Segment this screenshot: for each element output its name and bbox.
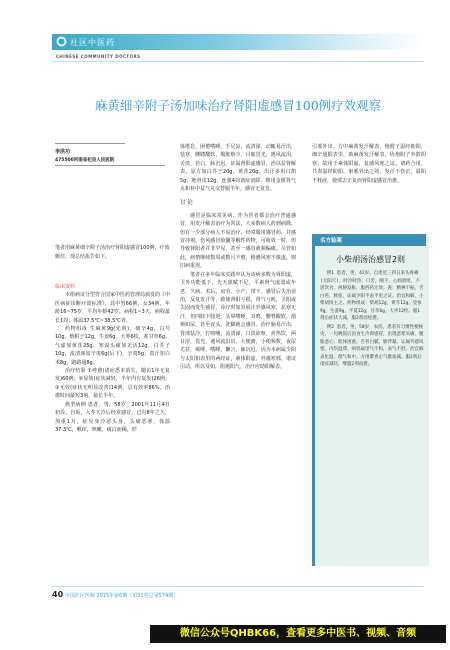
discussion-heading: 讨 论 bbox=[180, 200, 193, 207]
case-2: 例2 患者，男，58岁，农民。患者有习惯性便秘史，一旬晚饭后因食生冷即感冒，出现恶寒头痛，腹胀恶心，肢体困重。舌苔白腻，脉浮紧。证属外感风寒，内伤湿滞。病机属里气不和，表气不舒。治宜解表化湿，理气和中。方用藿香正气散加减。服2剂后诸症减轻，继服2剂而愈。 bbox=[320, 324, 424, 367]
header-divider bbox=[52, 61, 424, 62]
page-number: 40 bbox=[52, 590, 64, 599]
paragraph: 典型病例 患者，男，58岁，2001年11月4日初诊。自诉，入冬天冷后经常感冒，已有8年之久，加重1月。症见身冷恶头身，头痛恶寒，体温37.3℃，喉痒，咳嗽，痰白而稀，形 bbox=[55, 401, 170, 433]
paragraph: 治疗结果 ①痊愈(诸症悉本消失，随访1年无复发)60例；②显效(症状减轻，半年内有复发)26例；③无效(症状无明显改善)14例。总有效率86%。治愈时间最短3剂，最长半年。 bbox=[55, 368, 170, 400]
footer-divider bbox=[52, 586, 424, 587]
sidebar-body bbox=[320, 270, 424, 370]
column-2 bbox=[180, 143, 296, 372]
column-3 bbox=[312, 143, 426, 185]
paragraph: 感冒是临床常见病，作为医者都会治疗普通感冒，用发汗解表治疗为常法，大多数病人药到病除。但有一少部分病人不易治疗，经常服用感冒药，并感冒冲剂、伤风感冒胶囊等解性药物，可收效一时，但导致肾阳者并非罕见，甚至一感冒就频编痛。尽管如此，病情继续数周或数月不愈，稍遇风寒不慎遂，则旧病重现。 bbox=[180, 212, 296, 270]
watermark-banner: 微信公众号QHBK66，查看更多中医书、视频、音频 bbox=[150, 625, 446, 643]
abstract: 笔者用麻黄细辛附子汤治疗肾阳虚感冒100例，疗效颇佳，现总结报告如下。 bbox=[55, 245, 170, 260]
journal-info: 中国社区医师 2015年第6期（第31卷总第574期） bbox=[64, 593, 179, 599]
case-1: 例1 患者，男，42岁。自述近三四日来头疼痛(太阳穴)，时冷时热，口苦，咽干，心烦欲呕，不思饮食，两胁发胀，服西药无效。查：精神不振，舌白苔，脉弦，证属少阳半表半里之证。治宜和解，小柴胡汤主之。药物组成：柴胡12g，黄芩12g，党参9g，生姜9g，半夏12g，甘草6g，大枣12枚。服1剂后症状大减，服2剂而痊愈。 bbox=[320, 271, 424, 321]
section-name-en: CHINESE COMMUNITY DOCTORS bbox=[56, 54, 141, 59]
paragraph: 药物组成 生麻黄9g(先煎)，细辛4g，白芍10g，炮附子12g，生姜6g，大枣6枚，炙甘草6g。气虚加黄芪25g，寒湿头痛加羌活12g，白芥子10g，流清涕加辛夷6g(后下)，辛夷5g，盗汗加白术8g，路路通8g。 bbox=[55, 326, 170, 366]
author-divider-top bbox=[55, 143, 125, 144]
paragraph: 笔者在多年临床实践中认为该病多数为肾阳虚，卫外功能低下，先天禀赋不足，平素肾气虚弱或年老、久病、术后、房劳、小产、带下、感冒后失治误治，反复发汗等，致使肾阳亏损，肾气亏耗，卫阳或失固而发生感冒。诊疗时如炎展注外感风寒，恶寒无汗，但四肢下肢逆，头晕嗜睡，耳鸣，腰脊酸软，溺频如尿，甚至夜头、洗脚就会感冒。治疗脑易汗出，背部怯冷，打喷嚏，流清涕，口淡欲呕，喜热饮，两目涩，畏光，遇风流泪出，大便溏，小便频数，夜尿尤甚，痰唾，嗜睡，懒言，脉沉迟。因为本病属少阴与太阳相表里的两经证，素体阳虚，外感寒邪，诸证引动，所以及如，阻遏阳气，治疗应助阳解表。 bbox=[180, 271, 296, 371]
author-name: 李洪功 bbox=[55, 149, 71, 155]
article-title: 麻黄细辛附子汤加味治疗肾阳虚感冒100例疗效观察 bbox=[94, 98, 382, 113]
author-affiliation: 475500河南省杞县人民医院 bbox=[55, 158, 115, 163]
paragraph: 本组病证分型符合国家中医药管理局颁发的《中医病症诊断疗效标准》。其中男66例，女34例，年龄16~75岁，平均年龄42岁。病程1~3天，病程最长1周；体温37.5℃~38.5℃者。 bbox=[55, 292, 171, 324]
column-1 bbox=[55, 283, 170, 434]
section-name: 社区中医药 bbox=[70, 38, 115, 47]
section-logo-icon bbox=[56, 36, 67, 47]
author-divider-bottom bbox=[55, 165, 165, 166]
clinical-heading: 临床资料 bbox=[55, 284, 76, 290]
footer bbox=[52, 590, 178, 599]
sidebar-header-label: 名方验案 bbox=[320, 238, 343, 244]
sidebar-title: 小柴胡汤治感冒2则 bbox=[335, 255, 406, 264]
paragraph: 体倦怠，困倦嗜睡，手足凉，流清涕，动辄易汗出，怯寒，腰膝酸软，腹胀纳少，目眩畏光，遇风流泪，舌淡，苔白，脉沉迟。证属肾阳虚感冒，治以益肾解表。原方加白芥子20g，黄芪20g，出汗多用白鹊5g，地骨皮12g，连服4周诸症消除，继用金匮肾气丸和补中益气丸交替服半年，感冒无复发。 bbox=[180, 144, 296, 193]
paragraph: 引邪外出。方中麻黄发汗解表，炮附子温经助阳，细辛通阳表里，助麻黄发汗解表，协炮附子外散阴寒，故用于素体阳虚，复感风寒之证。诸药合用，共奏温经助阳、驱邪外出之效，发汗不伤正，温阳不耗液，使邪去正复而肾阳虚感冒治愈。 bbox=[312, 144, 426, 184]
